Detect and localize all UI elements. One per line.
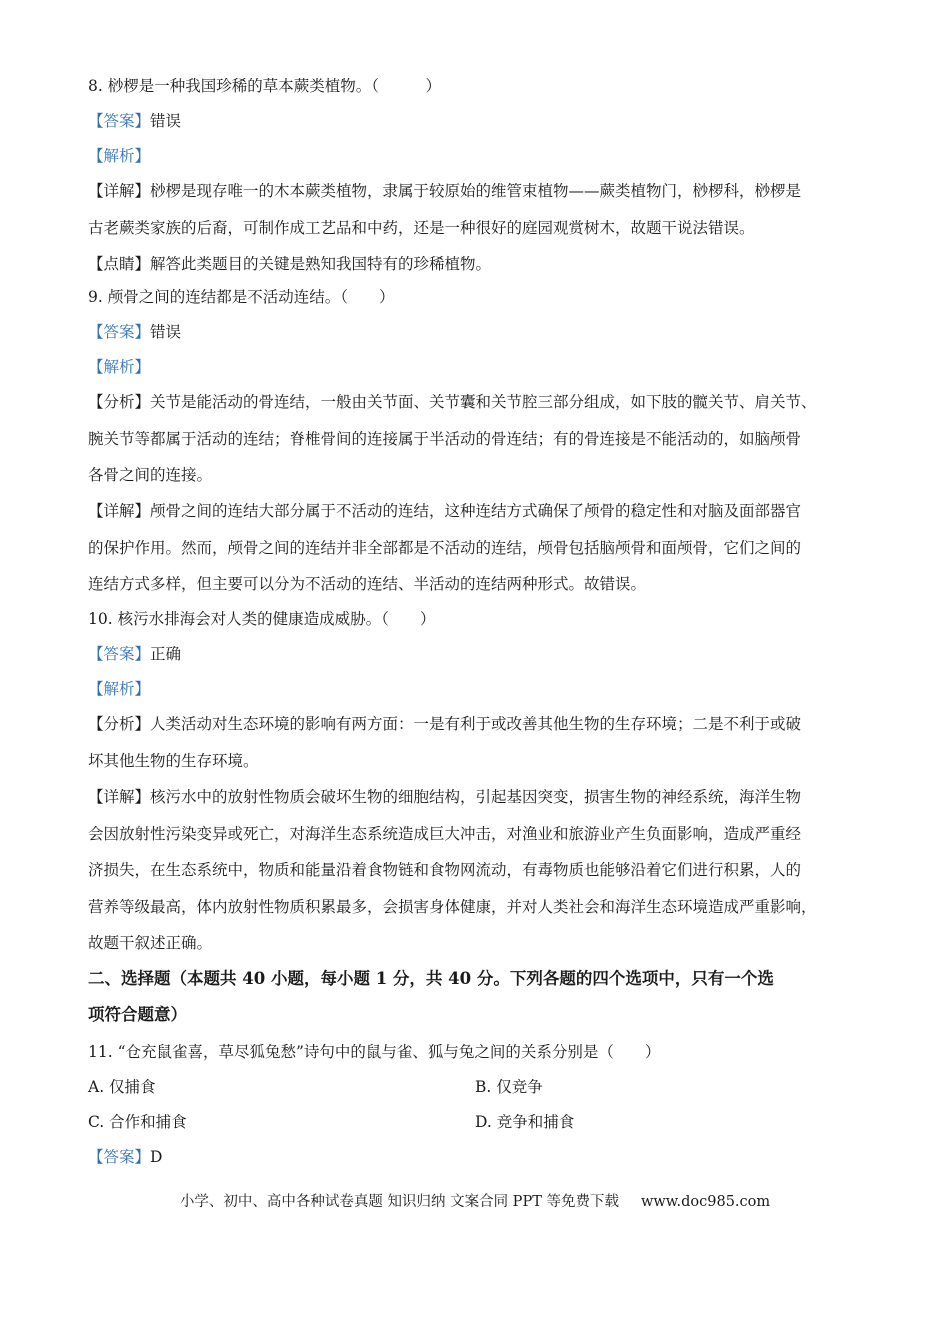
point-text: 解答此类题目的关键是熟知我国特有的珍稀植物。	[150, 255, 492, 273]
detail-10-line-4: 营养等级最高，体内放射性物质积累最多，会损害身体健康，并对人类社会和海洋生态环境造成严重影响，	[88, 898, 817, 916]
detail-tag: 【详解】	[88, 502, 151, 520]
question-10: 10. 核污水排海会对人类的健康造成威胁。（ ）	[88, 610, 436, 628]
analyze-10-line-2: 坏其他生物的生存环境。	[88, 752, 259, 770]
detail-9-line-3: 连结方式多样，但主要可以分为不活动的连结、半活动的连结两种形式。故错误。	[88, 575, 647, 593]
detail-text: 核污水中的放射性物质会破坏生物的细胞结构，引起基因突变，损害生物的神经系统，海洋生物	[150, 788, 802, 806]
section-heading-line-1: 二、选择题（本题共 40 小题，每小题 1 分，共 40 分。下列各题的四个选项中，只有一个选	[88, 969, 774, 988]
answer-10	[88, 644, 868, 664]
option-d: D. 竞争和捕食	[475, 1113, 575, 1131]
question-11: 11. “仓充鼠雀喜，草尽狐兔愁”诗句中的鼠与雀、狐与兔之间的关系分别是（ ）	[88, 1043, 661, 1061]
detail-tag: 【详解】	[88, 788, 151, 806]
footer-url[interactable]: www.doc985.com	[640, 1194, 771, 1210]
footer-text: 小学、初中、高中各种试卷真题 知识归纳 文案合同 PPT 等免费下载	[179, 1194, 619, 1210]
answer-text: 正确	[150, 645, 182, 663]
analysis-tag-8: 【解析】	[88, 147, 151, 165]
analyze-9-line-2: 腕关节等都属于活动的连结；脊椎骨间的连接属于半活动的骨连结；有的骨连接是不能活动的，如脑颅骨	[88, 430, 802, 448]
analyze-tag: 【分析】	[88, 393, 151, 411]
section-heading-line-2: 项符合题意）	[88, 1005, 187, 1024]
answer-11	[88, 1147, 868, 1167]
analyze-text: 人类活动对生态环境的影响有两方面：一是有利于或改善其他生物的生存环境；二是不利于或破	[150, 715, 802, 733]
option-c: C. 合作和捕食	[88, 1113, 187, 1131]
answer-tag: 【答案】	[88, 645, 151, 663]
point-8	[88, 254, 868, 274]
analyze-tag: 【分析】	[88, 715, 151, 733]
answer-8	[88, 111, 868, 131]
answer-tag: 【答案】	[88, 1148, 151, 1166]
detail-9-line-2: 的保护作用。然而，颅骨之间的连结并非全部都是不活动的连结，颅骨包括脑颅骨和面颅骨，它们之间的	[88, 539, 802, 557]
answer-tag: 【答案】	[88, 112, 151, 130]
detail-8-line-1	[88, 181, 868, 201]
answer-tag: 【答案】	[88, 323, 151, 341]
detail-text: 桫椤是现存唯一的木本蕨类植物，隶属于较原始的维管束植物——蕨类植物门，桫椤科，桫椤是	[150, 182, 802, 200]
question-9: 9. 颅骨之间的连结都是不活动连结。（ ）	[88, 288, 395, 306]
detail-9-line-1	[88, 501, 868, 521]
analyze-9-line-1	[88, 392, 868, 412]
detail-10-line-2: 会因放射性污染变异或死亡，对海洋生态系统造成巨大冲击，对渔业和旅游业产生负面影响，造成严重经	[88, 825, 802, 843]
analyze-10-line-1	[88, 714, 868, 734]
detail-text: 颅骨之间的连结大部分属于不活动的连结，这种连结方式确保了颅骨的稳定性和对脑及面部器官	[150, 502, 802, 520]
question-8: 8. 桫椤是一种我国珍稀的草本蕨类植物。（ ）	[88, 77, 441, 95]
option-a: A. 仅捕食	[88, 1078, 156, 1096]
detail-10-line-1	[88, 787, 868, 807]
option-b: B. 仅竞争	[475, 1078, 543, 1096]
analysis-tag-10: 【解析】	[88, 680, 151, 698]
answer-9	[88, 322, 868, 342]
detail-8-line-2: 古老蕨类家族的后裔，可制作成工艺品和中药，还是一种很好的庭园观赏树木，故题干说法错误。	[88, 219, 755, 237]
analyze-text: 关节是能活动的骨连结，一般由关节面、关节囊和关节腔三部分组成，如下肢的髋关节、肩关节、	[150, 393, 817, 411]
analyze-9-line-3: 各骨之间的连接。	[88, 466, 213, 484]
answer-text: D	[150, 1148, 163, 1166]
point-tag: 【点睛】	[88, 255, 151, 273]
page-footer	[0, 1192, 950, 1212]
analysis-tag-9: 【解析】	[88, 358, 151, 376]
answer-text: 错误	[150, 112, 182, 130]
detail-tag: 【详解】	[88, 182, 151, 200]
detail-10-line-5: 故题干叙述正确。	[88, 934, 213, 952]
answer-text: 错误	[150, 323, 182, 341]
detail-10-line-3: 济损失，在生态系统中，物质和能量沿着食物链和食物网流动，有毒物质也能够沿着它们进行积累，人的	[88, 861, 802, 879]
